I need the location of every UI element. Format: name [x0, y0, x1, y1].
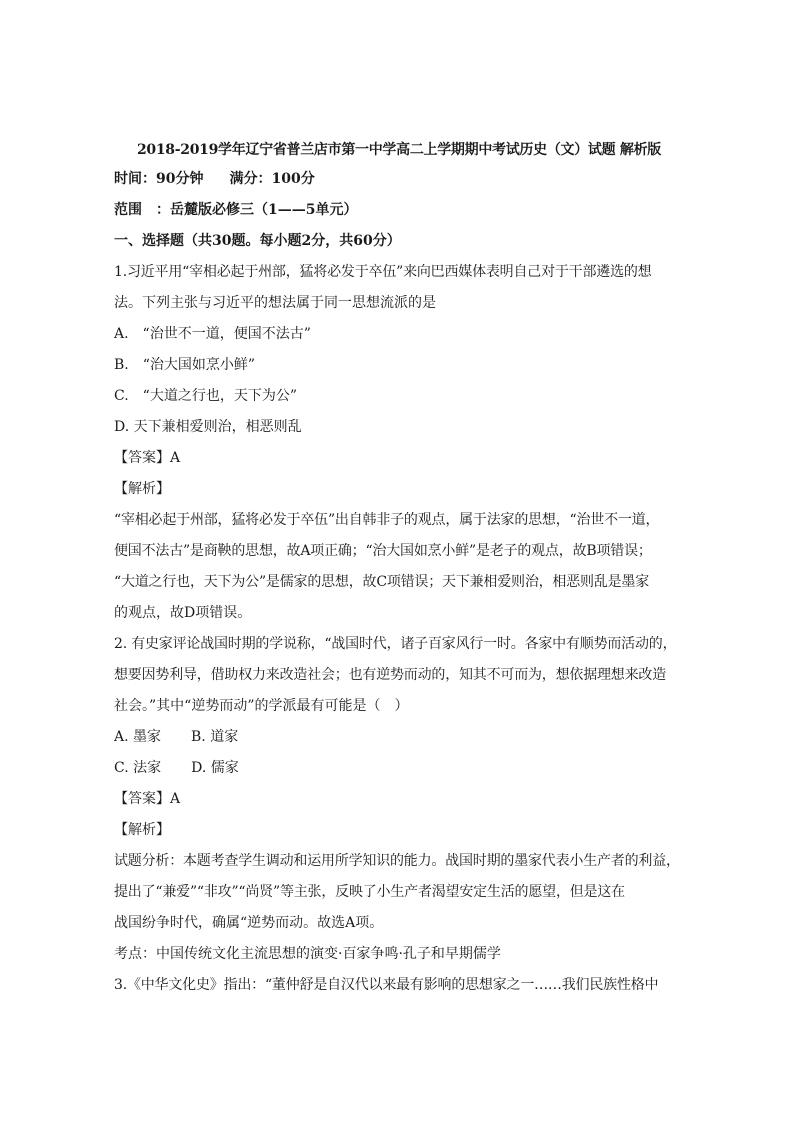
question-stem-line: 想要因势利导，借助权力来改造社会；也有逆势而动的，知其不可而为，想依据理想来改造 — [114, 667, 666, 683]
option-row — [114, 722, 684, 753]
analysis-label: 【解析】 — [114, 481, 170, 497]
answer-label: 【答案】A — [114, 450, 181, 466]
question-stem-line: 法。下列主张与习近平的想法属于同一思想流派的是 — [114, 295, 436, 311]
option-d: D. 儒家 — [191, 760, 239, 776]
score-label: 满分：100分 — [229, 171, 315, 187]
knowledge-point-note: 考点：中国传统文化主流思想的演变·百家争鸣·孔子和早期儒学 — [114, 946, 501, 962]
question-stem-line: 1.习近平用“宰相必起于州部，猛将必发于卒伍”来向巴西媒体表明自己对于干部遴选的想 — [114, 264, 652, 280]
analysis-line: 提出了“兼爱”“非攻”“尚贤”等主张，反映了小生产者渴望安定生活的愿望，但是这在 — [114, 884, 625, 900]
answer-label: 【答案】A — [114, 791, 181, 807]
section-header: 一、选择题（共30题。每小题2分，共60分） — [114, 233, 401, 249]
option-b: B. 道家 — [191, 729, 239, 745]
question-3 — [114, 970, 684, 1001]
analysis-line: 战国纷争时代，确属“逆势而动。故选A项。 — [114, 915, 384, 931]
analysis-line: “大道之行也，天下为公”是儒家的思想，故C项错误；天下兼相爱则治，相恶则乱是墨家 — [114, 574, 650, 590]
analysis-line: 便国不法古”是商鞅的思想，故A项正确；“治大国如烹小鲜”是老子的观点，故B项错误； — [114, 543, 652, 559]
analysis-line: 的观点，故D项错误。 — [114, 605, 252, 621]
exam-document — [114, 136, 684, 1001]
option-a: A. 墨家 — [114, 729, 162, 745]
option-a: A. “治世不一道，便国不法古” — [114, 326, 311, 342]
analysis-line: 试题分析：本题考查学生调动和运用所学知识的能力。战国时期的墨家代表小生产者的利益， — [114, 853, 680, 869]
question-2 — [114, 629, 684, 970]
question-stem-line: 社会。”其中“逆势而动”的学派最有可能是（ ） — [114, 698, 409, 714]
option-b: B. “治大国如烹小鲜” — [114, 357, 256, 373]
analysis-line: “宰相必起于州部，猛将必发于卒伍”出自韩非子的观点，属于法家的思想，“治世不一道， — [114, 512, 660, 528]
question-stem-line: 2. 有史家评论战国时期的学说称，“战国时代，诸子百家风行一时。各家中有顺势而活动的， — [114, 636, 677, 652]
option-d: D. 天下兼相爱则治，相恶则乱 — [114, 419, 302, 435]
question-stem-line: 3.《中华文化史》指出：“董仲舒是自汉代以来最有影响的思想家之一……我们民族性格中 — [114, 977, 659, 993]
exam-info-row — [114, 164, 684, 195]
option-c: C. “大道之行也，天下为公” — [114, 388, 297, 404]
time-label: 时间：90分钟 — [114, 171, 204, 187]
document-title: 2018-2019学年辽宁省普兰店市第一中学高二上学期期中考试历史（文）试题 解析版 — [136, 142, 661, 158]
analysis-label: 【解析】 — [114, 822, 170, 838]
option-c: C. 法家 — [114, 760, 162, 776]
option-row — [114, 753, 684, 784]
scope-label: 范围 ：岳麓版必修三（1——5单元） — [114, 202, 358, 218]
question-1 — [114, 257, 684, 629]
